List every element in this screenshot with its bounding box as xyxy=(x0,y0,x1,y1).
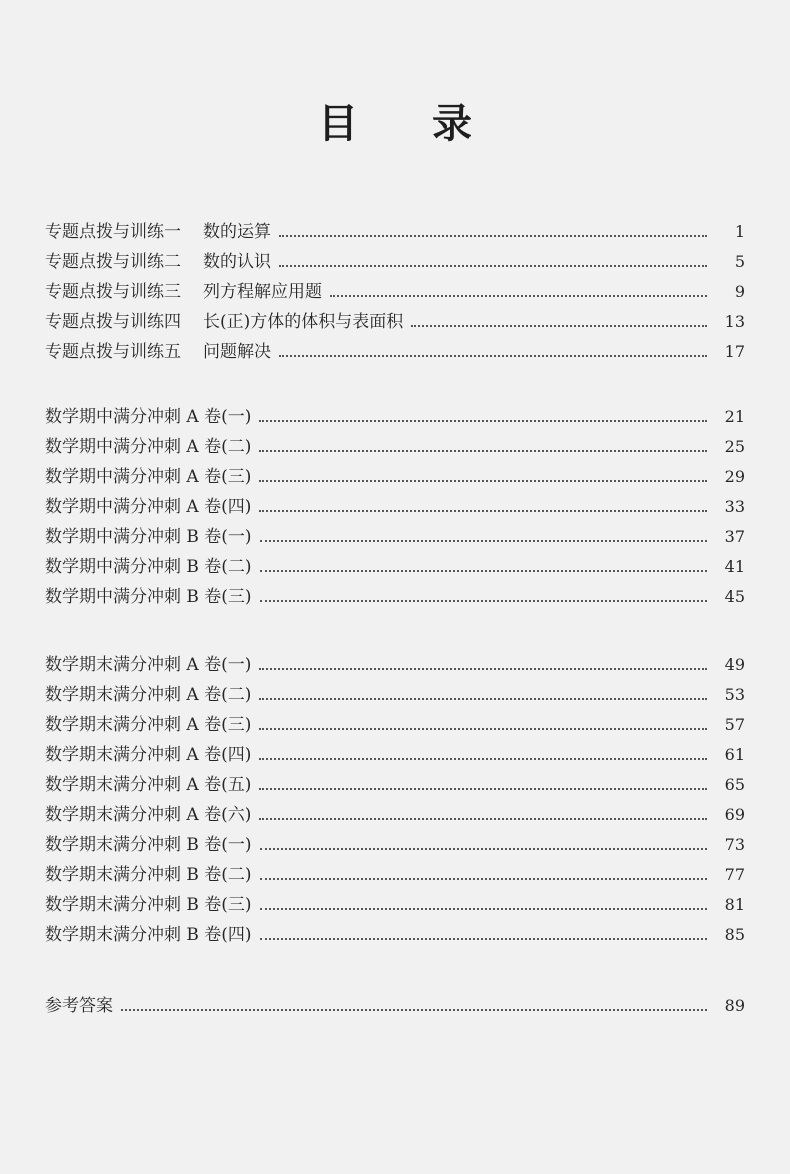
toc-entry[interactable] xyxy=(45,646,745,676)
dot-leader xyxy=(260,569,707,572)
toc-entry-page-number: 49 xyxy=(724,655,745,674)
dot-leader xyxy=(260,599,707,602)
toc-entry-title: 专题点拨与训练三 xyxy=(45,282,181,302)
toc-entry[interactable] xyxy=(45,796,745,826)
page-title-char: 录 xyxy=(432,101,472,147)
toc-entry-title: 数学期中满分冲刺 B 卷(一) xyxy=(45,527,252,547)
toc-entry[interactable] xyxy=(45,886,745,916)
dot-leader xyxy=(259,479,707,482)
dot-leader xyxy=(260,937,707,940)
toc-entry-label xyxy=(45,586,252,608)
toc-entry[interactable] xyxy=(45,243,745,273)
dot-leader xyxy=(259,667,707,670)
toc-entry[interactable] xyxy=(45,766,745,796)
dot-leader xyxy=(279,264,707,267)
dot-leader xyxy=(259,757,707,760)
toc-entry-page-number: 5 xyxy=(734,252,745,271)
toc-entry-title: 数学期中满分冲刺 A 卷(一) xyxy=(45,407,252,427)
toc-entry[interactable] xyxy=(45,676,745,706)
toc-entry-page-number: 33 xyxy=(724,497,745,516)
toc-group xyxy=(45,987,745,1017)
toc-entry[interactable] xyxy=(45,428,745,458)
toc-entry[interactable] xyxy=(45,578,745,608)
toc-entry[interactable] xyxy=(45,548,745,578)
toc-entry-page-number: 57 xyxy=(724,715,745,734)
dot-leader xyxy=(259,449,707,452)
toc-entry-page-number: 45 xyxy=(724,587,745,606)
toc-entry-title: 专题点拨与训练四 xyxy=(45,312,181,332)
toc-entry[interactable] xyxy=(45,273,745,303)
toc-entry-page-number: 89 xyxy=(724,996,745,1015)
toc-entry-title: 数学期末满分冲刺 A 卷(六) xyxy=(45,805,252,825)
toc-entry-title: 数学期末满分冲刺 B 卷(二) xyxy=(45,865,252,885)
toc-entry-title: 数学期中满分冲刺 A 卷(二) xyxy=(45,437,252,457)
toc-entry-title: 数学期末满分冲刺 A 卷(二) xyxy=(45,685,252,705)
toc-entry-page-number: 81 xyxy=(724,895,745,914)
dot-leader xyxy=(411,324,707,327)
dot-leader xyxy=(260,877,707,880)
toc-entry-page-number: 17 xyxy=(724,342,745,361)
toc-entry[interactable] xyxy=(45,333,745,363)
toc-entry[interactable] xyxy=(45,398,745,428)
dot-leader xyxy=(121,1008,707,1011)
dot-leader xyxy=(260,539,707,542)
toc-entry[interactable] xyxy=(45,987,745,1017)
toc-entry-page-number: 61 xyxy=(724,745,745,764)
toc-entry-label xyxy=(45,311,403,333)
toc-entry-title: 数学期末满分冲刺 A 卷(一) xyxy=(45,655,252,675)
toc-entry[interactable] xyxy=(45,706,745,736)
toc-entry-label xyxy=(45,774,251,796)
toc-entry-label xyxy=(45,251,271,273)
dot-leader xyxy=(259,787,707,790)
toc-group xyxy=(45,398,745,608)
toc-entry-title: 数学期中满分冲刺 B 卷(三) xyxy=(45,587,252,607)
dot-leader xyxy=(260,907,707,910)
dot-leader xyxy=(259,509,707,512)
toc-entry-label xyxy=(45,556,252,578)
toc-entry-page-number: 41 xyxy=(724,557,745,576)
toc-entry[interactable] xyxy=(45,488,745,518)
dot-leader xyxy=(260,847,707,850)
toc-entry[interactable] xyxy=(45,856,745,886)
toc-entry-page-number: 13 xyxy=(724,312,745,331)
toc-entry[interactable] xyxy=(45,518,745,548)
toc-entry-title: 数学期末满分冲刺 A 卷(五) xyxy=(45,775,252,795)
toc-entry-label xyxy=(45,654,251,676)
dot-leader xyxy=(259,727,707,730)
toc-entry-subtitle: 问题解决 xyxy=(203,342,271,362)
toc-entry-subtitle: 数的运算 xyxy=(203,222,271,242)
toc-entry-subtitle: 列方程解应用题 xyxy=(203,282,322,302)
toc-entry-label xyxy=(45,406,251,428)
toc-entry-title: 数学期末满分冲刺 B 卷(一) xyxy=(45,835,252,855)
toc-entry-title: 专题点拨与训练一 xyxy=(45,222,181,242)
toc-entry-page-number: 85 xyxy=(724,925,745,944)
toc-entry-label xyxy=(45,341,271,363)
toc-entry-title: 数学期末满分冲刺 A 卷(三) xyxy=(45,715,252,735)
dot-leader xyxy=(259,817,707,820)
page-title xyxy=(0,92,790,149)
dot-leader xyxy=(259,697,707,700)
toc-entry-label xyxy=(45,744,251,766)
toc-entry-title: 数学期中满分冲刺 B 卷(二) xyxy=(45,557,252,577)
toc-entry-title: 数学期末满分冲刺 A 卷(四) xyxy=(45,745,252,765)
toc-entry[interactable] xyxy=(45,213,745,243)
toc-entry-page-number: 65 xyxy=(724,775,745,794)
toc-entry-title: 数学期末满分冲刺 B 卷(四) xyxy=(45,925,252,945)
page-title-char: 目 xyxy=(318,101,358,147)
toc-entry-page-number: 1 xyxy=(734,222,745,241)
dot-leader xyxy=(279,354,707,357)
toc-group xyxy=(45,213,745,363)
dot-leader xyxy=(279,234,707,237)
toc-entry-page-number: 9 xyxy=(734,282,745,301)
toc-entry[interactable] xyxy=(45,458,745,488)
toc-entry-title: 参考答案 xyxy=(45,996,113,1016)
toc-entry-page-number: 53 xyxy=(724,685,745,704)
toc-entry-page-number: 21 xyxy=(724,407,745,426)
toc-entry[interactable] xyxy=(45,826,745,856)
toc-entry-label xyxy=(45,894,252,916)
toc-entry-label xyxy=(45,804,251,826)
toc-entry[interactable] xyxy=(45,916,745,946)
dot-leader xyxy=(259,419,707,422)
toc-entry-label xyxy=(45,924,252,946)
toc-entry-page-number: 37 xyxy=(724,527,745,546)
toc-entry-page-number: 25 xyxy=(724,437,745,456)
toc-entry-label xyxy=(45,436,251,458)
toc-entry-title: 数学期末满分冲刺 B 卷(三) xyxy=(45,895,252,915)
toc-entry-page-number: 77 xyxy=(724,865,745,884)
toc-entry-page-number: 29 xyxy=(724,467,745,486)
toc-entry-title: 专题点拨与训练五 xyxy=(45,342,181,362)
toc-entry-label xyxy=(45,834,252,856)
toc-entry-subtitle: 长(正)方体的体积与表面积 xyxy=(203,312,404,332)
toc-entry-title: 数学期中满分冲刺 A 卷(三) xyxy=(45,467,252,487)
toc-entry-label xyxy=(45,221,271,243)
toc-entry-subtitle: 数的认识 xyxy=(203,252,271,272)
toc-entry[interactable] xyxy=(45,303,745,333)
toc-entry-title: 数学期中满分冲刺 A 卷(四) xyxy=(45,497,252,517)
toc-group xyxy=(45,646,745,946)
toc-entry-label xyxy=(45,864,252,886)
toc-entry-label xyxy=(45,995,113,1017)
toc-entry-page-number: 69 xyxy=(724,805,745,824)
toc-entry-label xyxy=(45,496,251,518)
toc-entry-label xyxy=(45,466,251,488)
dot-leader xyxy=(330,294,707,297)
toc-entry-label xyxy=(45,714,251,736)
toc-entry-label xyxy=(45,281,322,303)
toc-entry-title: 专题点拨与训练二 xyxy=(45,252,181,272)
toc-entry-page-number: 73 xyxy=(724,835,745,854)
toc-entry-label xyxy=(45,684,251,706)
toc-entry[interactable] xyxy=(45,736,745,766)
toc-entry-label xyxy=(45,526,252,548)
